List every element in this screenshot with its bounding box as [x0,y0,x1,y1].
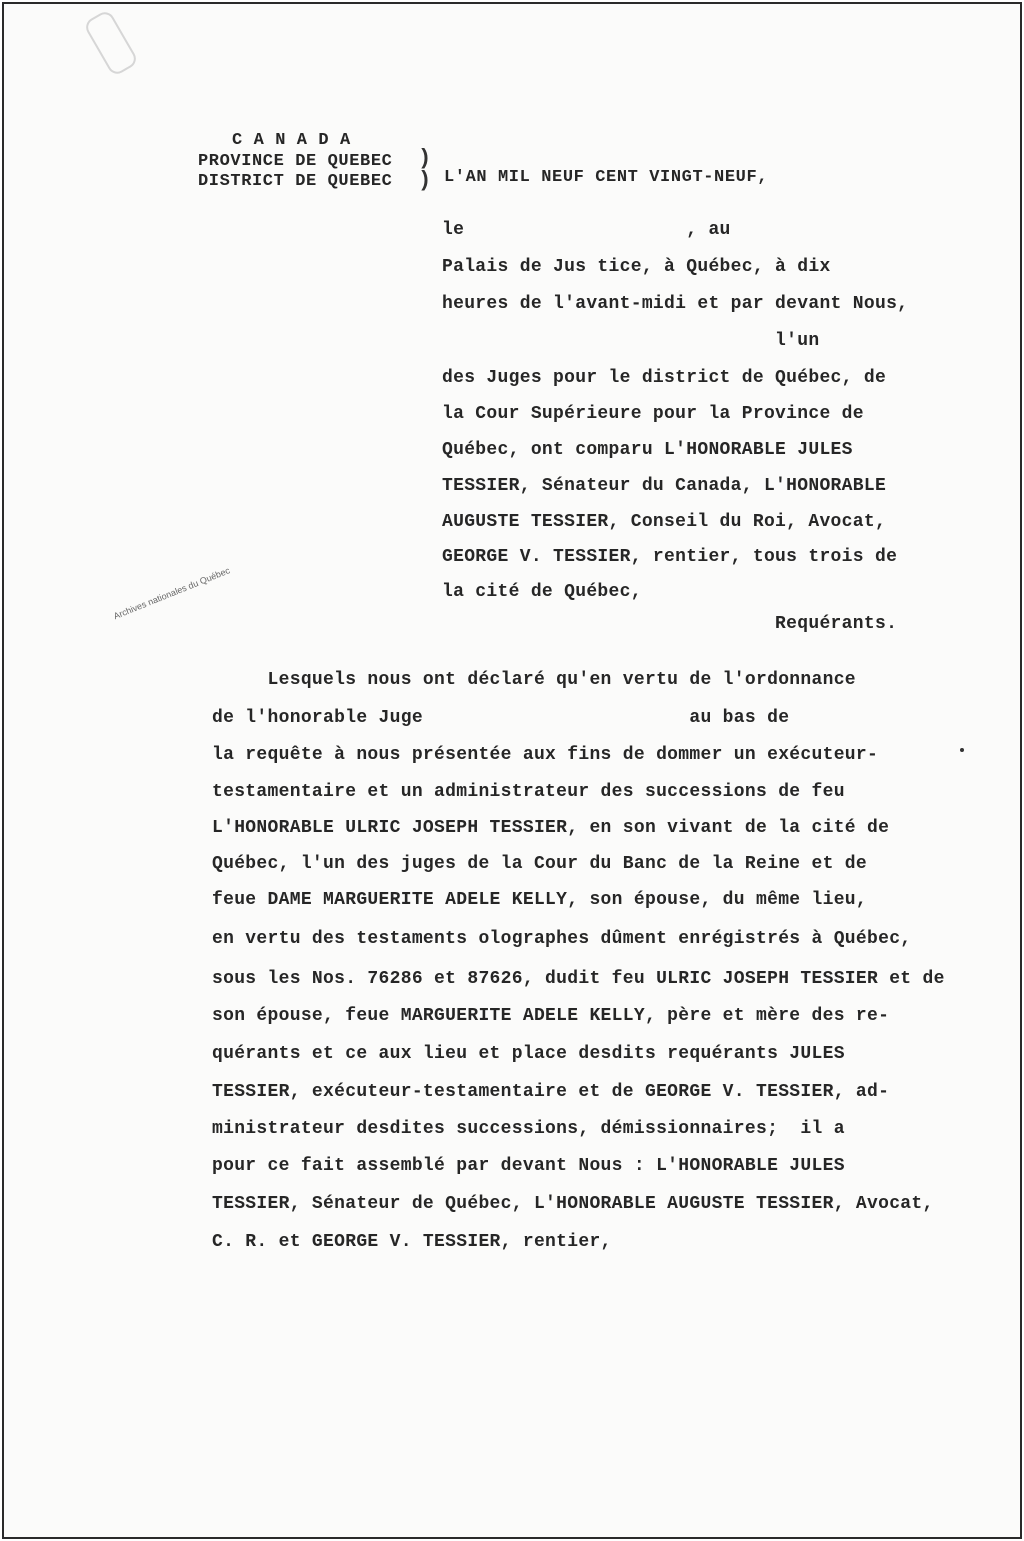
document-page [2,2,1022,1539]
body-line: testamentaire et un administrateur des successions de feu [212,782,845,802]
brace-lower: ) [418,168,432,193]
body-line: de l'honorable Juge au bas de [212,708,790,728]
body-line: pour ce fait assemblé par devant Nous : L'HONORABLE JULES [212,1156,845,1176]
ink-speck [960,748,964,752]
body-line: Québec, l'un des juges de la Cour du Banc de la Reine et de [212,854,868,874]
body-line: C. R. et GEORGE V. TESSIER, rentier, [212,1232,612,1252]
body-line: L'HONORABLE ULRIC JOSEPH TESSIER, en son vivant de la cité de [212,818,890,838]
right-col-line: Palais de Jus tice, à Québec, à dix [442,257,831,277]
body-line: sous les Nos. 76286 et 87626, dudit feu ULRIC JOSEPH TESSIER et de [212,969,945,989]
requerants-label: Requérants. [442,614,898,634]
body-line: feue DAME MARGUERITE ADELE KELLY, son épouse, du même lieu, [212,890,868,910]
right-col-line: AUGUSTE TESSIER, Conseil du Roi, Avocat, [442,512,887,532]
right-col-line: heures de l'avant-midi et par devant Nous, [442,294,909,314]
body-line: TESSIER, exécuteur-testamentaire et de GEORGE V. TESSIER, ad- [212,1082,890,1102]
paperclip-mark [83,9,140,78]
brace-upper: ) [418,146,432,171]
right-col-line: GEORGE V. TESSIER, rentier, tous trois de [442,547,898,567]
right-col-line: des Juges pour le district de Québec, de [442,368,887,388]
body-line: la requête à nous présentée aux fins de dommer un exécuteur- [212,745,879,765]
body-line: en vertu des testaments olographes dûment enrégistrés à Québec, [212,929,912,949]
year-line: L'AN MIL NEUF CENT VINGT-NEUF, [444,168,769,187]
right-col-line: Québec, ont comparu L'HONORABLE JULES [442,440,853,460]
right-col-line: la Cour Supérieure pour la Province de [442,404,864,424]
right-col-line: TESSIER, Sénateur du Canada, L'HONORABLE [442,476,887,496]
archive-stamp: Archives nationales du Québec [112,565,232,622]
body-line: quérants et ce aux lieu et place desdits requérants JULES [212,1044,845,1064]
body-line: son épouse, feue MARGUERITE ADELE KELLY, père et mère des re- [212,1006,890,1026]
header-district: DISTRICT DE QUEBEC [198,172,393,191]
body-line: TESSIER, Sénateur de Québec, L'HONORABLE AUGUSTE TESSIER, Avocat, [212,1194,934,1214]
right-col-line: la cité de Québec, [442,582,642,602]
body-line: ministrateur desdites successions, démissionnaires; il a [212,1119,845,1139]
header-country: C A N A D A [232,131,351,150]
right-col-line: le , au [442,220,731,240]
body-line: Lesquels nous ont déclaré qu'en vertu de l'ordonnance [212,670,856,690]
header-province: PROVINCE DE QUEBEC [198,152,393,171]
right-col-line: l'un [442,331,820,351]
